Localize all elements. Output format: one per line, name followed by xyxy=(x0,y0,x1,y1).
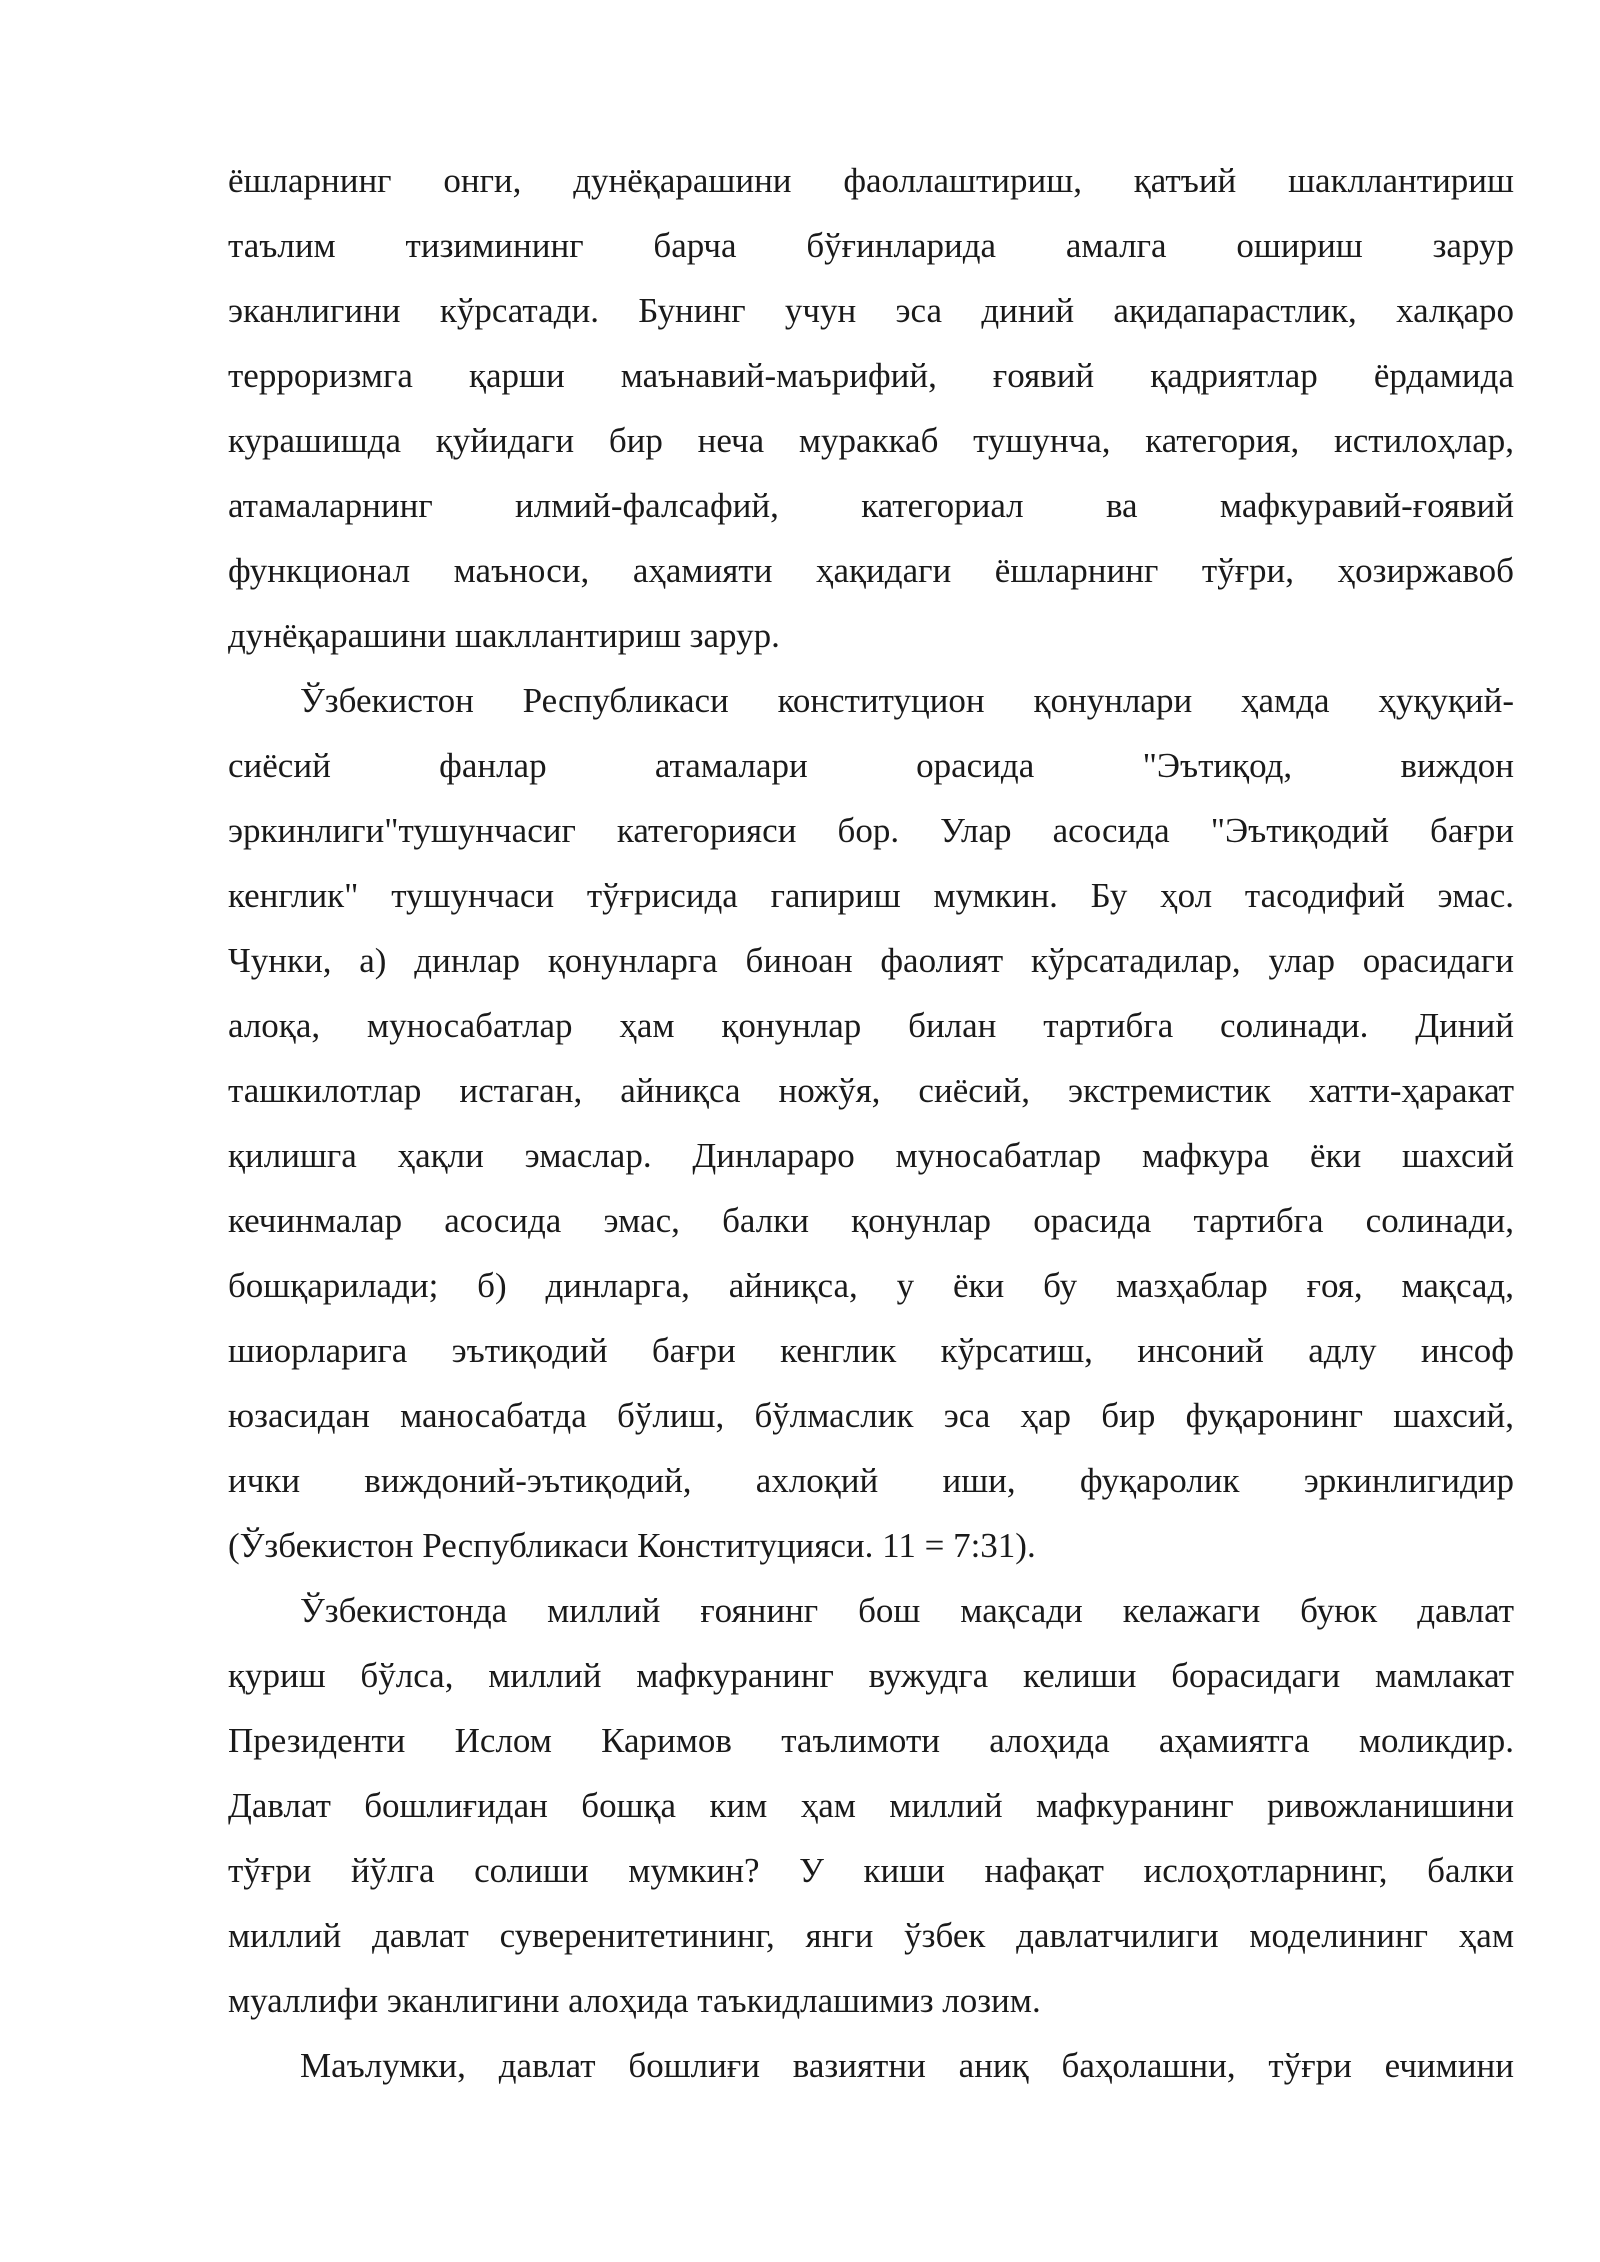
text-line: сиёсий фанлар атамалари орасида "Эътиқод, виждон xyxy=(228,746,1514,785)
text-line: эканлигини кўрсатади. Бунинг учун эса диний ақидапарастлик, халқаро xyxy=(228,291,1514,330)
text-line: бошқарилади; б) динларга, айниқса, у ёки бу мазҳаблар ғоя, мақсад, xyxy=(228,1266,1514,1305)
paragraph-3 xyxy=(228,1578,1514,2033)
text-line: курашишда қуйидаги бир неча мураккаб тушунча, категория, истилоҳлар, xyxy=(228,421,1514,460)
text-line: кечинмалар асосида эмас, балки қонунлар орасида тартибга солинади, xyxy=(228,1201,1514,1240)
text-line: ташкилотлар истаган, айниқса ножўя, сиёсий, экстремистик хатти-ҳаракат xyxy=(228,1071,1514,1110)
text-line: атамаларнинг илмий-фалсафий, категориал ва мафкуравий-ғоявий xyxy=(228,486,1514,525)
text-line: терроризмга қарши маънавий-маърифий, ғоявий қадриятлар ёрдамида xyxy=(228,356,1514,395)
text-line: ёшларнинг онги, дунёқарашини фаоллаштириш, қатъий шакллантириш xyxy=(228,161,1514,200)
text-line: (Ўзбекистон Республикаси Конституцияси. 11 = 7:31). xyxy=(228,1526,1036,1565)
text-line: эркинлиги"тушунчасиг категорияси бор. Улар асосида "Эътиқодий бағри xyxy=(228,811,1514,850)
text-line: Давлат бошлиғидан бошқа ким ҳам миллий мафкуранинг ривожланишини xyxy=(228,1786,1514,1825)
text-line: тўғри йўлга солиши мумкин? У киши нафақат ислоҳотларнинг, балки xyxy=(228,1851,1514,1890)
text-line: миллий давлат суверенитетининг, янги ўзбек давлатчилиги моделининг ҳам xyxy=(228,1916,1514,1955)
paragraph-1 xyxy=(228,148,1514,668)
text-line: ички виждоний-эътиқодий, ахлоқий иши, фуқаролик эркинлигидир xyxy=(228,1461,1514,1500)
text-line: шиорларига эътиқодий бағри кенглик кўрсатиш, инсоний адлу инсоф xyxy=(228,1331,1514,1370)
paragraph-4 xyxy=(228,2033,1514,2098)
text-line: Ўзбекистон Республикаси конституцион қонунлари ҳамда ҳуқуқий- xyxy=(300,681,1514,720)
text-line: кенглик" тушунчаси тўғрисида гапириш мумкин. Бу ҳол тасодифий эмас. xyxy=(228,876,1514,915)
paragraph-2 xyxy=(228,668,1514,1578)
text-line: Маълумки, давлат бошлиғи вазиятни аниқ баҳолашни, тўғри ечимини xyxy=(300,2046,1514,2085)
text-line: Чунки, а) динлар қонунларга биноан фаолият кўрсатадилар, улар орасидаги xyxy=(228,941,1514,980)
text-line: қилишга ҳақли эмаслар. Динлараро муносабатлар мафкура ёки шахсий xyxy=(228,1136,1514,1175)
text-line: юзасидан маносабатда бўлиш, бўлмаслик эса ҳар бир фуқаронинг шахсий, xyxy=(228,1396,1514,1435)
text-line: таълим тизимининг барча бўғинларида амалга ошириш зарур xyxy=(228,226,1514,265)
document-page xyxy=(228,148,1514,2098)
text-line: қуриш бўлса, миллий мафкуранинг вужудга келиши борасидаги мамлакат xyxy=(228,1656,1514,1695)
text-line: Президенти Ислом Каримов таълимоти алоҳида аҳамиятга моликдир. xyxy=(228,1721,1514,1760)
text-line: функционал маъноси, аҳамияти ҳақидаги ёшларнинг тўғри, ҳозиржавоб xyxy=(228,551,1514,590)
text-line: Ўзбекистонда миллий ғоянинг бош мақсади келажаги буюк давлат xyxy=(300,1591,1514,1630)
text-line: алоқа, муносабатлар ҳам қонунлар билан тартибга солинади. Диний xyxy=(228,1006,1514,1045)
text-line: муаллифи эканлигини алоҳида таъкидлашимиз лозим. xyxy=(228,1981,1041,2020)
text-line: дунёқарашини шакллантириш зарур. xyxy=(228,616,780,655)
